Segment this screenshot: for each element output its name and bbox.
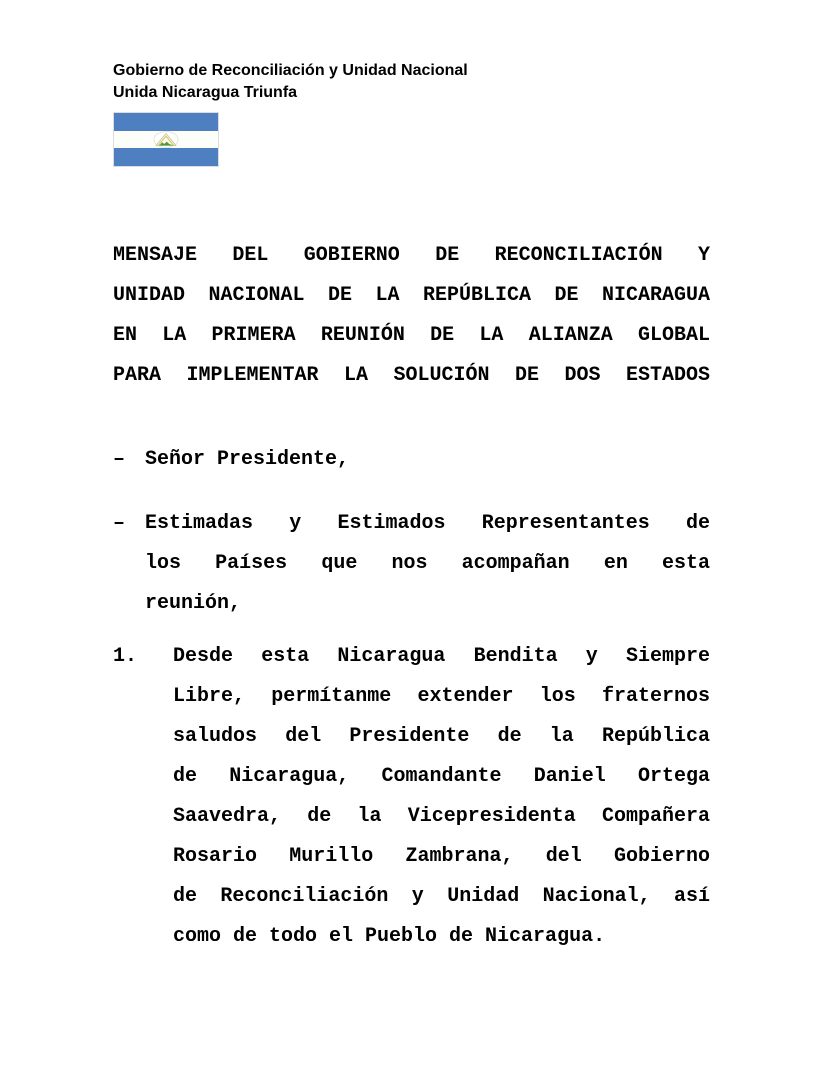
text-line: saludos del Presidente de la República bbox=[173, 725, 710, 748]
nicaragua-flag-image bbox=[113, 112, 219, 167]
flag-stripe-blue-top bbox=[114, 113, 218, 131]
numbered-paragraph bbox=[113, 637, 710, 957]
list-number-marker: 1. bbox=[113, 645, 138, 668]
text-line: como de todo el Pueblo de Nicaragua. bbox=[173, 925, 606, 948]
text-line: Desde esta Nicaragua Bendita y Siempre bbox=[173, 645, 710, 668]
flag-coat-of-arms-icon bbox=[153, 131, 179, 148]
text-line: los Países que nos acompañan en esta bbox=[145, 552, 710, 575]
text-line: de Reconciliación y Unidad Nacional, así bbox=[173, 885, 710, 908]
text-line: Estimadas y Estimados Representantes de bbox=[145, 512, 710, 535]
text-line: reunión, bbox=[145, 592, 242, 615]
text-line: Libre, permítanme extender los fraternos bbox=[173, 685, 710, 708]
flag-stripe-blue-bottom bbox=[114, 148, 218, 166]
document-header bbox=[113, 60, 468, 167]
dash-marker: – bbox=[113, 448, 126, 471]
paragraph-text bbox=[145, 504, 710, 624]
dash-marker: – bbox=[113, 512, 126, 535]
text-line: PARA IMPLEMENTAR LA SOLUCIÓN DE DOS ESTADOS bbox=[113, 364, 710, 387]
document-title bbox=[113, 236, 710, 396]
text-line: UNIDAD NACIONAL DE LA REPÚBLICA DE NICARAGUA bbox=[113, 284, 710, 307]
paragraph-text bbox=[145, 440, 710, 480]
dash-paragraph bbox=[113, 440, 710, 480]
text-line: MENSAJE DEL GOBIERNO DE RECONCILIACIÓN Y bbox=[113, 244, 710, 267]
flag-stripe-white bbox=[114, 131, 218, 148]
paragraph-text bbox=[173, 637, 710, 957]
header-org-name: Gobierno de Reconciliación y Unidad Nacional bbox=[113, 62, 468, 79]
text-line: de Nicaragua, Comandante Daniel Ortega bbox=[173, 765, 710, 788]
text-line: Rosario Murillo Zambrana, del Gobierno bbox=[173, 845, 710, 868]
header-motto: Unida Nicaragua Triunfa bbox=[113, 84, 298, 101]
dash-paragraph bbox=[113, 504, 710, 624]
text-line: Saavedra, de la Vicepresidenta Compañera bbox=[173, 805, 710, 828]
text-line: EN LA PRIMERA REUNIÓN DE LA ALIANZA GLOBAL bbox=[113, 324, 710, 347]
document-body bbox=[113, 440, 710, 957]
text-line: Señor Presidente, bbox=[145, 448, 350, 471]
